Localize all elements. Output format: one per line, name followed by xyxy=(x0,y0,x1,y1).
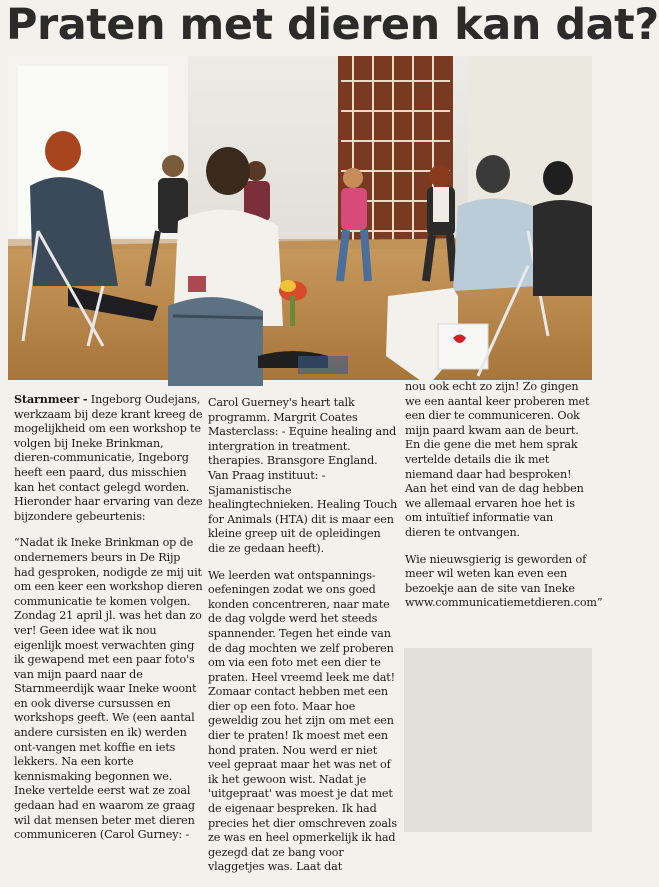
article-photo xyxy=(8,56,592,380)
article-paragraph xyxy=(405,380,591,541)
article-column-3 xyxy=(405,380,603,623)
article-paragraph xyxy=(208,569,398,875)
article-paragraph xyxy=(208,396,398,557)
paragraph-text: We leerden wat ontspannings-oefeningen zodat we ons goed konden concentreren, naar mate de dag volgde werd het steeds spannender. Tegen het einde van de dag mochten we zelf proberen om via een foto met een dier te praten. Heel vreemd leek me dat! Zomaar contact hebben met een dier op een foto. Maar hoe geweldig zou het zijn om met een dier te praten! Ik moest met een hond praten. Nou werd er niet veel gepraat maar het was net of ik het gewoon wist. Nadat je 'uitgepraat' was moest je dat met de eigenaar bespreken. Ik had precies het dier omschreven zoals ze was en heel opmerkelijk ik had gezegd dat ze bang voor vlaggetjes was. Laat dat xyxy=(208,568,397,874)
paragraph-text: Wie nieuwsgierig is geworden of meer wil weten kan even een bezoekje aan de site van Ineke www.communicatiemetdieren.com” xyxy=(405,552,603,610)
article-paragraph xyxy=(14,392,204,524)
article-paragraph xyxy=(14,536,204,842)
dateline: Starnmeer - xyxy=(14,392,88,406)
article-column-1 xyxy=(14,392,204,855)
shaded-empty-box xyxy=(404,648,592,832)
paragraph-text: “Nadat ik Ineke Brinkman op de ondernemers beurs in De Rijp had gesproken, nodigde ze mij uit om een keer een workshop dieren communicatie te komen volgen. Zondag 21 april jl. was het dan zo ver! Geen idee wat ik nou eigenlijk moest verwachten ging ik gewapend met een paar foto's van mijn paard naar de Starnmeerdijk waar Ineke woont en ook diverse cursussen en workshops geeft. We (een aantal andere cursisten en ik) werden ont-vangen met koffie en iets lekkers. Na een korte kennismaking begonnen we. Ineke vertelde eerst wat ze zoal gedaan had en waarom ze graag wil dat mensen beter met dieren communiceren (Carol Gurney: - xyxy=(14,536,203,842)
paragraph-text: nou ook echt zo zijn! Zo gingen we een aantal keer proberen met een dier te communiceren. Ook mijn paard kwam aan de beurt. En die gene die met hem sprak vertelde details die ik met niemand daar had besproken! Aan het eind van de dag hebben we allemaal ervaren hoe het is om intuïtief informatie van dieren te ontvangen. xyxy=(405,380,590,539)
article-headline: Praten met dieren kan dat? xyxy=(6,0,659,50)
workshop-photo-illustration xyxy=(8,56,592,380)
article-column-2 xyxy=(208,396,398,887)
article-paragraph xyxy=(405,552,603,611)
paragraph-text: Ingeborg Oudejans, werkzaam bij deze krant kreeg de mogelijkheid om een workshop te volgen bij Ineke Brinkman, dieren-communicatie, Ingeborg heeft een paard, dus misschien kan het contact gelegd worden. Hieronder haar ervaring van deze bijzondere gebeurtenis: xyxy=(14,393,203,523)
paragraph-text: Carol Guerney's heart talk programm. Margrit Coates Masterclass: - Equine healing and intergration in treatment. therapies. Bransgore England. Van Praag instituut: - Sjamanistische healingtechnieken. Healing Touch for Animals (HTA) dit is maar een kleine greep uit de opleidingen die ze gedaan heeft). xyxy=(208,396,398,555)
